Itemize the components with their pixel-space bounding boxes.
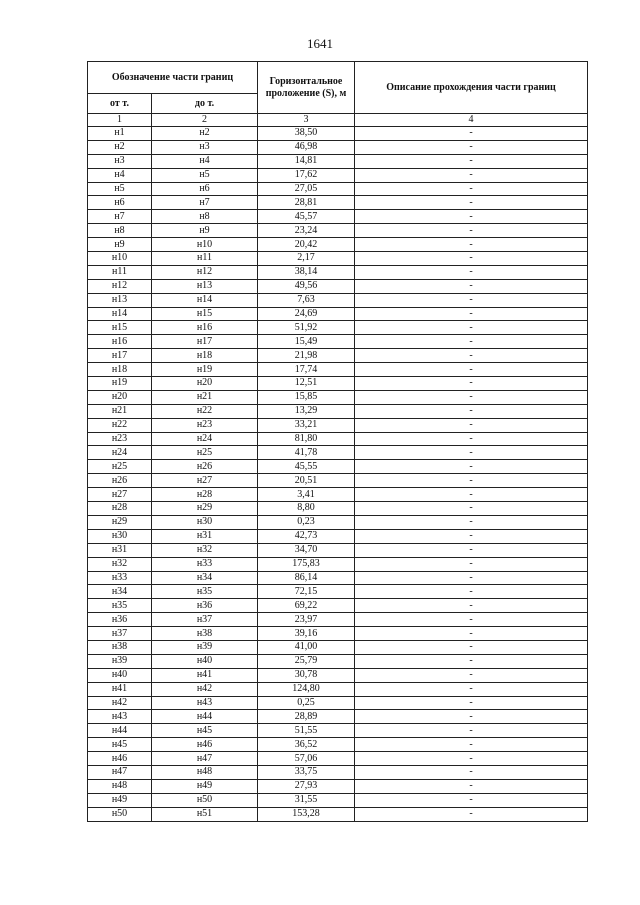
description-cell: - (355, 307, 588, 321)
description-cell: - (355, 738, 588, 752)
from-point-cell: н45 (88, 738, 152, 752)
to-point-cell: н35 (152, 585, 258, 599)
table-row (88, 682, 588, 696)
table-row (88, 224, 588, 238)
length-cell: 15,49 (258, 335, 355, 349)
from-point-cell: н12 (88, 279, 152, 293)
to-point-cell: н12 (152, 265, 258, 279)
to-point-cell: н21 (152, 390, 258, 404)
length-cell: 17,62 (258, 168, 355, 182)
description-cell: - (355, 224, 588, 238)
table-row (88, 196, 588, 210)
to-point-cell: н41 (152, 668, 258, 682)
description-cell: - (355, 140, 588, 154)
to-point-cell: н22 (152, 404, 258, 418)
length-cell: 45,55 (258, 460, 355, 474)
from-point-cell: н15 (88, 321, 152, 335)
from-point-cell: н1 (88, 127, 152, 141)
to-point-cell: н47 (152, 752, 258, 766)
table-row (88, 752, 588, 766)
length-cell: 38,14 (258, 265, 355, 279)
table-row (88, 668, 588, 682)
table-row (88, 127, 588, 141)
to-point-cell: н5 (152, 168, 258, 182)
from-point-cell: н50 (88, 807, 152, 821)
table-row (88, 404, 588, 418)
length-cell: 31,55 (258, 793, 355, 807)
length-cell: 124,80 (258, 682, 355, 696)
to-point-cell: н44 (152, 710, 258, 724)
to-point-cell: н23 (152, 418, 258, 432)
table-row (88, 293, 588, 307)
length-cell: 12,51 (258, 377, 355, 391)
length-cell: 7,63 (258, 293, 355, 307)
table-row (88, 613, 588, 627)
length-cell: 2,17 (258, 252, 355, 266)
to-point-cell: н29 (152, 502, 258, 516)
from-point-cell: н25 (88, 460, 152, 474)
from-point-cell: н10 (88, 252, 152, 266)
table-row (88, 140, 588, 154)
from-point-cell: н39 (88, 654, 152, 668)
to-point-cell: н48 (152, 765, 258, 779)
to-point-cell: н3 (152, 140, 258, 154)
to-point-cell: н26 (152, 460, 258, 474)
table-row (88, 696, 588, 710)
from-point-cell: н20 (88, 390, 152, 404)
length-cell: 57,06 (258, 752, 355, 766)
from-point-cell: н2 (88, 140, 152, 154)
description-cell: - (355, 682, 588, 696)
table-row (88, 238, 588, 252)
description-cell: - (355, 321, 588, 335)
to-point-cell: н37 (152, 613, 258, 627)
length-cell: 36,52 (258, 738, 355, 752)
length-cell: 15,85 (258, 390, 355, 404)
description-cell: - (355, 793, 588, 807)
length-cell: 153,28 (258, 807, 355, 821)
length-cell: 46,98 (258, 140, 355, 154)
header-boundary-part: Обозначение части границ (88, 62, 258, 94)
column-number: 4 (355, 114, 588, 127)
from-point-cell: н42 (88, 696, 152, 710)
description-cell: - (355, 599, 588, 613)
length-cell: 42,73 (258, 529, 355, 543)
to-point-cell: н42 (152, 682, 258, 696)
length-cell: 23,24 (258, 224, 355, 238)
from-point-cell: н41 (88, 682, 152, 696)
length-cell: 23,97 (258, 613, 355, 627)
length-cell: 0,25 (258, 696, 355, 710)
description-cell: - (355, 627, 588, 641)
table-row (88, 307, 588, 321)
description-cell: - (355, 349, 588, 363)
to-point-cell: н28 (152, 488, 258, 502)
to-point-cell: н39 (152, 640, 258, 654)
table-row (88, 418, 588, 432)
length-cell: 41,00 (258, 640, 355, 654)
table-row (88, 585, 588, 599)
description-cell: - (355, 418, 588, 432)
description-cell: - (355, 765, 588, 779)
to-point-cell: н40 (152, 654, 258, 668)
description-cell: - (355, 127, 588, 141)
from-point-cell: н5 (88, 182, 152, 196)
description-cell: - (355, 474, 588, 488)
table-row (88, 335, 588, 349)
description-cell: - (355, 238, 588, 252)
from-point-cell: н47 (88, 765, 152, 779)
description-cell: - (355, 279, 588, 293)
table-row (88, 738, 588, 752)
table-row (88, 390, 588, 404)
from-point-cell: н19 (88, 377, 152, 391)
length-cell: 38,50 (258, 127, 355, 141)
table-row (88, 168, 588, 182)
table-row (88, 460, 588, 474)
length-cell: 8,80 (258, 502, 355, 516)
table-row (88, 502, 588, 516)
description-cell: - (355, 779, 588, 793)
to-point-cell: н15 (152, 307, 258, 321)
description-cell: - (355, 252, 588, 266)
from-point-cell: н28 (88, 502, 152, 516)
description-cell: - (355, 210, 588, 224)
description-cell: - (355, 543, 588, 557)
length-cell: 28,89 (258, 710, 355, 724)
description-cell: - (355, 668, 588, 682)
from-point-cell: н46 (88, 752, 152, 766)
from-point-cell: н35 (88, 599, 152, 613)
table-row (88, 807, 588, 821)
to-point-cell: н45 (152, 724, 258, 738)
column-number: 2 (152, 114, 258, 127)
description-cell: - (355, 529, 588, 543)
length-cell: 39,16 (258, 627, 355, 641)
table-row (88, 321, 588, 335)
to-point-cell: н17 (152, 335, 258, 349)
to-point-cell: н8 (152, 210, 258, 224)
to-point-cell: н6 (152, 182, 258, 196)
length-cell: 27,05 (258, 182, 355, 196)
header-to-point: до т. (152, 94, 258, 114)
description-cell: - (355, 182, 588, 196)
from-point-cell: н30 (88, 529, 152, 543)
from-point-cell: н27 (88, 488, 152, 502)
header-description: Описание прохождения части границ (355, 62, 588, 114)
table-row (88, 599, 588, 613)
from-point-cell: н13 (88, 293, 152, 307)
description-cell: - (355, 446, 588, 460)
length-cell: 20,51 (258, 474, 355, 488)
description-cell: - (355, 154, 588, 168)
to-point-cell: н13 (152, 279, 258, 293)
from-point-cell: н40 (88, 668, 152, 682)
description-cell: - (355, 390, 588, 404)
from-point-cell: н9 (88, 238, 152, 252)
to-point-cell: н51 (152, 807, 258, 821)
description-cell: - (355, 335, 588, 349)
from-point-cell: н29 (88, 515, 152, 529)
length-cell: 72,15 (258, 585, 355, 599)
header-from-point: от т. (88, 94, 152, 114)
from-point-cell: н3 (88, 154, 152, 168)
description-cell: - (355, 724, 588, 738)
from-point-cell: н48 (88, 779, 152, 793)
to-point-cell: н27 (152, 474, 258, 488)
length-cell: 49,56 (258, 279, 355, 293)
length-cell: 51,55 (258, 724, 355, 738)
description-cell: - (355, 515, 588, 529)
table-row (88, 252, 588, 266)
to-point-cell: н49 (152, 779, 258, 793)
header-horizontal-length: Горизонтальное проложение (S), м (258, 62, 355, 114)
page-number: 1641 (307, 36, 333, 51)
table-row (88, 654, 588, 668)
table-body (88, 127, 588, 822)
to-point-cell: н11 (152, 252, 258, 266)
to-point-cell: н50 (152, 793, 258, 807)
length-cell: 20,42 (258, 238, 355, 252)
from-point-cell: н37 (88, 627, 152, 641)
length-cell: 14,81 (258, 154, 355, 168)
to-point-cell: н33 (152, 557, 258, 571)
to-point-cell: н34 (152, 571, 258, 585)
table-row (88, 793, 588, 807)
length-cell: 30,78 (258, 668, 355, 682)
length-cell: 27,93 (258, 779, 355, 793)
from-point-cell: н49 (88, 793, 152, 807)
table-row (88, 571, 588, 585)
table-row (88, 529, 588, 543)
column-number: 1 (88, 114, 152, 127)
table-row (88, 627, 588, 641)
description-cell: - (355, 432, 588, 446)
to-point-cell: н9 (152, 224, 258, 238)
length-cell: 175,83 (258, 557, 355, 571)
table-row (88, 640, 588, 654)
to-point-cell: н38 (152, 627, 258, 641)
to-point-cell: н24 (152, 432, 258, 446)
description-cell: - (355, 377, 588, 391)
from-point-cell: н36 (88, 613, 152, 627)
description-cell: - (355, 488, 588, 502)
to-point-cell: н4 (152, 154, 258, 168)
table-row (88, 543, 588, 557)
length-cell: 21,98 (258, 349, 355, 363)
from-point-cell: н14 (88, 307, 152, 321)
from-point-cell: н23 (88, 432, 152, 446)
from-point-cell: н21 (88, 404, 152, 418)
description-cell: - (355, 460, 588, 474)
length-cell: 28,81 (258, 196, 355, 210)
description-cell: - (355, 613, 588, 627)
from-point-cell: н7 (88, 210, 152, 224)
to-point-cell: н43 (152, 696, 258, 710)
table-row (88, 446, 588, 460)
table-row (88, 363, 588, 377)
description-cell: - (355, 654, 588, 668)
column-number: 3 (258, 114, 355, 127)
description-cell: - (355, 710, 588, 724)
length-cell: 17,74 (258, 363, 355, 377)
description-cell: - (355, 557, 588, 571)
length-cell: 69,22 (258, 599, 355, 613)
from-point-cell: н44 (88, 724, 152, 738)
description-cell: - (355, 571, 588, 585)
table-row (88, 210, 588, 224)
from-point-cell: н16 (88, 335, 152, 349)
table-row (88, 474, 588, 488)
from-point-cell: н8 (88, 224, 152, 238)
description-cell: - (355, 363, 588, 377)
to-point-cell: н25 (152, 446, 258, 460)
length-cell: 25,79 (258, 654, 355, 668)
description-cell: - (355, 807, 588, 821)
length-cell: 86,14 (258, 571, 355, 585)
table-row (88, 765, 588, 779)
description-cell: - (355, 752, 588, 766)
to-point-cell: н20 (152, 377, 258, 391)
from-point-cell: н34 (88, 585, 152, 599)
to-point-cell: н32 (152, 543, 258, 557)
to-point-cell: н2 (152, 127, 258, 141)
description-cell: - (355, 265, 588, 279)
table-row (88, 488, 588, 502)
table-row (88, 710, 588, 724)
to-point-cell: н36 (152, 599, 258, 613)
from-point-cell: н4 (88, 168, 152, 182)
table-row (88, 349, 588, 363)
to-point-cell: н16 (152, 321, 258, 335)
from-point-cell: н6 (88, 196, 152, 210)
to-point-cell: н46 (152, 738, 258, 752)
to-point-cell: н31 (152, 529, 258, 543)
table-row (88, 377, 588, 391)
from-point-cell: н43 (88, 710, 152, 724)
table-row (88, 779, 588, 793)
table-row (88, 265, 588, 279)
description-cell: - (355, 404, 588, 418)
from-point-cell: н33 (88, 571, 152, 585)
to-point-cell: н7 (152, 196, 258, 210)
length-cell: 45,57 (258, 210, 355, 224)
from-point-cell: н24 (88, 446, 152, 460)
table-row (88, 724, 588, 738)
description-cell: - (355, 196, 588, 210)
length-cell: 3,41 (258, 488, 355, 502)
length-cell: 33,21 (258, 418, 355, 432)
to-point-cell: н10 (152, 238, 258, 252)
to-point-cell: н18 (152, 349, 258, 363)
description-cell: - (355, 293, 588, 307)
length-cell: 34,70 (258, 543, 355, 557)
from-point-cell: н32 (88, 557, 152, 571)
table-row (88, 432, 588, 446)
length-cell: 33,75 (258, 765, 355, 779)
from-point-cell: н31 (88, 543, 152, 557)
length-cell: 13,29 (258, 404, 355, 418)
description-cell: - (355, 168, 588, 182)
to-point-cell: н30 (152, 515, 258, 529)
to-point-cell: н14 (152, 293, 258, 307)
table-row (88, 279, 588, 293)
to-point-cell: н19 (152, 363, 258, 377)
from-point-cell: н18 (88, 363, 152, 377)
from-point-cell: н22 (88, 418, 152, 432)
table-row (88, 182, 588, 196)
length-cell: 51,92 (258, 321, 355, 335)
description-cell: - (355, 502, 588, 516)
description-cell: - (355, 585, 588, 599)
from-point-cell: н11 (88, 265, 152, 279)
description-cell: - (355, 640, 588, 654)
from-point-cell: н38 (88, 640, 152, 654)
boundary-table (87, 61, 588, 822)
table-row (88, 515, 588, 529)
from-point-cell: н26 (88, 474, 152, 488)
length-cell: 81,80 (258, 432, 355, 446)
description-cell: - (355, 696, 588, 710)
table-row (88, 154, 588, 168)
length-cell: 24,69 (258, 307, 355, 321)
table-row (88, 557, 588, 571)
length-cell: 0,23 (258, 515, 355, 529)
from-point-cell: н17 (88, 349, 152, 363)
length-cell: 41,78 (258, 446, 355, 460)
